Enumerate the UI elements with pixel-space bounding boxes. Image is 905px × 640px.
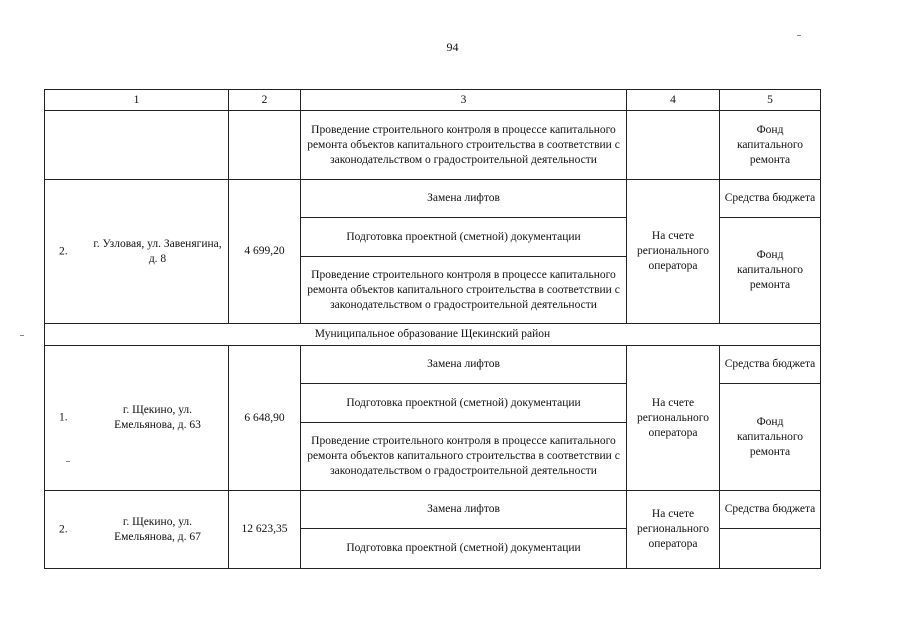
account-cell: На счете регионального оператора xyxy=(627,180,720,324)
address: г. Щекино, ул. Емельянова, д. 67 xyxy=(114,515,201,543)
work-type-cell: Проведение строительного контроля в процессе капитального ремонта объектов капитального строительства в соответствии с законодательством о градостроительной деятельности xyxy=(301,111,627,180)
work-type-cell: Замена лифтов xyxy=(301,180,627,218)
empty-cell xyxy=(720,529,821,569)
work-type-cell: Замена лифтов xyxy=(301,346,627,384)
funding-source-cell: Фонд капитального ремонта xyxy=(720,218,821,324)
section-title: Муниципальное образование Щекинский район xyxy=(45,324,821,346)
header-row xyxy=(45,90,821,111)
header-cell: 3 xyxy=(301,90,627,111)
table-row xyxy=(45,346,821,384)
funding-source-cell: Средства бюджета xyxy=(720,180,821,218)
work-type-cell: Замена лифтов xyxy=(301,491,627,529)
scan-mark xyxy=(20,335,24,336)
funding-source-cell: Фонд капитального ремонта xyxy=(720,384,821,491)
header-cell: 4 xyxy=(627,90,720,111)
account-cell: На счете регионального оператора xyxy=(627,491,720,569)
work-type-cell: Проведение строительного контроля в процессе капитального ремонта объектов капитального строительства в соответствии с законодательством о градостроительной деятельности xyxy=(301,423,627,491)
header-cell: 2 xyxy=(229,90,301,111)
address: г. Узловая, ул. Завенягина, д. 8 xyxy=(93,237,222,265)
address-cell xyxy=(45,491,229,569)
empty-cell xyxy=(229,111,301,180)
address: г. Щекино, ул. Емельянова, д. 63 xyxy=(114,404,201,431)
row-number: 1. xyxy=(59,411,68,424)
account-cell: На счете регионального оператора xyxy=(627,346,720,491)
header-cell: 1 xyxy=(45,90,229,111)
area-cell: 12 623,35 xyxy=(229,491,301,569)
funding-source-cell: Средства бюджета xyxy=(720,491,821,529)
funding-source-cell: Средства бюджета xyxy=(720,346,821,384)
empty-cell xyxy=(45,111,229,180)
table-row xyxy=(45,180,821,218)
address-cell xyxy=(45,180,229,324)
page-number: 94 xyxy=(446,40,459,54)
scan-mark xyxy=(797,35,801,36)
work-type-cell: Проведение строительного контроля в процессе капитального ремонта объектов капитального строительства в соответствии с законодательством о градостроительной деятельности xyxy=(301,257,627,324)
funding-source-cell: Фонд капитального ремонта xyxy=(720,111,821,180)
work-type-cell: Подготовка проектной (сметной) документации xyxy=(301,529,627,569)
table-row xyxy=(45,491,821,529)
work-type-cell: Подготовка проектной (сметной) документации xyxy=(301,384,627,423)
area-cell: 4 699,20 xyxy=(229,180,301,324)
empty-cell xyxy=(627,111,720,180)
work-type-cell: Подготовка проектной (сметной) документации xyxy=(301,218,627,257)
row-number: 2. xyxy=(59,523,68,535)
works-table xyxy=(44,89,821,569)
row-number: 2. xyxy=(59,245,68,257)
table-row xyxy=(45,111,821,180)
section-row xyxy=(45,324,821,346)
address-cell xyxy=(45,346,229,491)
area-cell: 6 648,90 xyxy=(229,346,301,491)
header-cell: 5 xyxy=(720,90,821,111)
